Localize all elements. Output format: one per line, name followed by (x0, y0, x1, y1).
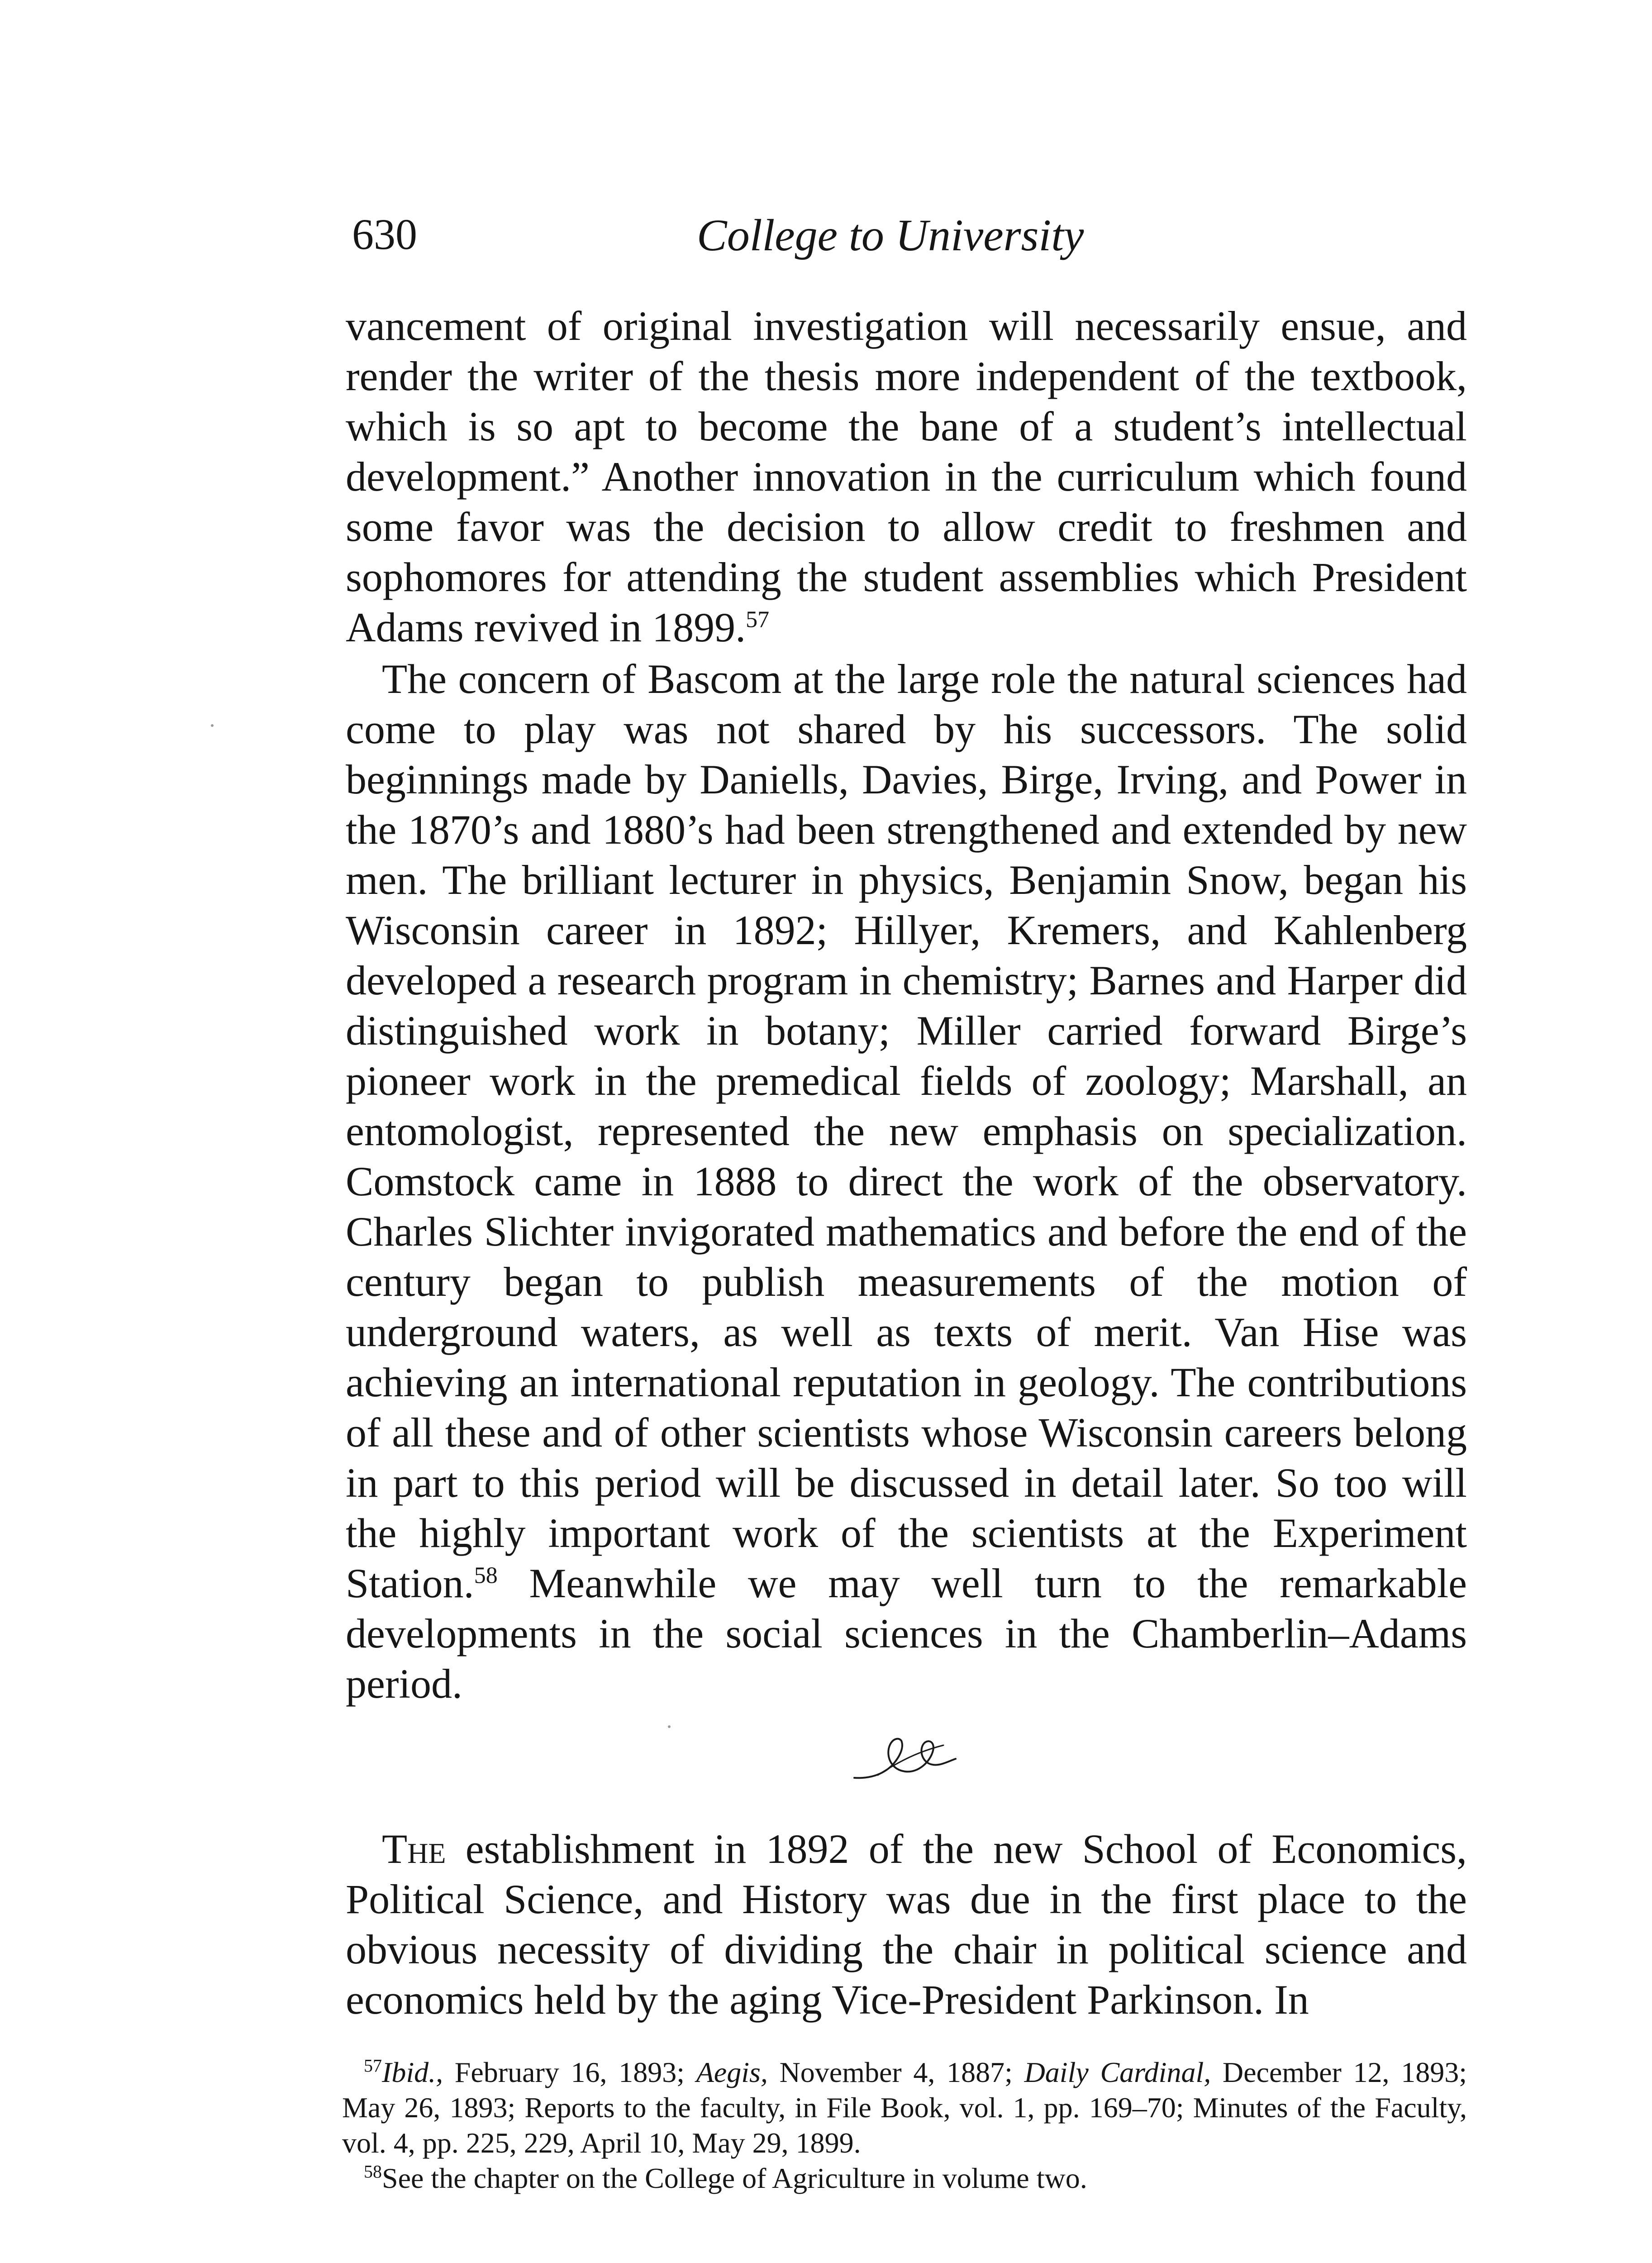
paragraph-2 (346, 654, 1467, 1709)
note-ref-58: 58 (474, 1562, 498, 1589)
footnote-57-ibid: Ibid., (382, 2056, 443, 2088)
paragraph-2-text-b: Meanwhile we may well turn to the remarkable developments in the social sciences in the Chamberlin–Adams period. (346, 1560, 1467, 1707)
scan-speck (668, 1725, 671, 1728)
fleuron-icon (851, 1733, 959, 1783)
footnote-57-part1: February 16, 1893; (443, 2056, 696, 2088)
footnote-57 (342, 2055, 1467, 2161)
footnotes (342, 2055, 1467, 2196)
footnote-57-part3: December 12, 1893; May 26, 1893; Reports to the faculty, in File Book, vol. 1, pp. 169–70; Minutes of the Faculty, vol. 4, pp. 225, 229, April 10, May 29, 1899. (342, 2056, 1467, 2159)
paragraph-1-text: vancement of original investigation will necessarily ensue, and render the writer of the thesis more independent of the textbook, which is so apt to become the bane of a student’s intellectual development.” Another innovation in the curriculum which found some favor was the decision to allow credit to freshmen and sophomores for attending the student assemblies which President Adams revived in 1899. (346, 303, 1467, 650)
paragraph-2-text-a: The concern of Bascom at the large role the natural sciences had come to play was not shared by his successors. The solid beginnings made by Daniells, Davies, Birge, Irving, and Power in the 1870’s and 1880’s had been strengthened and extended by new men. The brilliant lecturer in physics, Benjamin Snow, began his Wisconsin career in 1892; Hillyer, Kremers, and Kahlenberg developed a research program in chemistry; Barnes and Harper did distinguished work in botany; Miller carried forward Birge’s pioneer work in the premedical fields of zoology; Marshall, an entomologist, represented the new emphasis on specialization. Comstock came in 1888 to direct the work of the observatory. Charles Slichter invigorated mathematics and before the end of the century began to publish measurements of the motion of underground waters, as well as texts of merit. Van Hise was achieving an international reputation in geology. The contributions of all these and of other scientists whose Wisconsin careers belong in part to this period will be discussed in detail later. So too will the highly important work of the scientists at the Experiment Station. (346, 656, 1467, 1606)
paragraph-3 (346, 1824, 1467, 2025)
footnote-58 (342, 2161, 1467, 2196)
paragraph-3-text: establishment in 1892 of the new School of Economics, Political Science, and History was due in the first place to the obvious necessity of dividing the chair in political science and economics held by the aging Vice-President Parkinson. In (346, 1826, 1467, 2023)
paragraph-3-lead-in: The (382, 1826, 446, 1872)
page-number: 630 (352, 210, 417, 258)
footnote-58-mark: 58 (364, 2161, 382, 2182)
footnote-57-part2: November 4, 1887; (767, 2056, 1024, 2088)
footnote-58-text: See the chapter on the College of Agriculture in volume two. (382, 2162, 1087, 2194)
footnote-57-aegis: Aegis, (696, 2056, 768, 2088)
paragraph-1 (346, 301, 1467, 653)
footnote-57-mark: 57 (364, 2055, 382, 2076)
running-title: College to University (697, 210, 1084, 260)
note-ref-57: 57 (746, 606, 770, 633)
footnote-57-cardinal: Daily Cardinal, (1024, 2056, 1211, 2088)
scan-speck (211, 724, 214, 727)
